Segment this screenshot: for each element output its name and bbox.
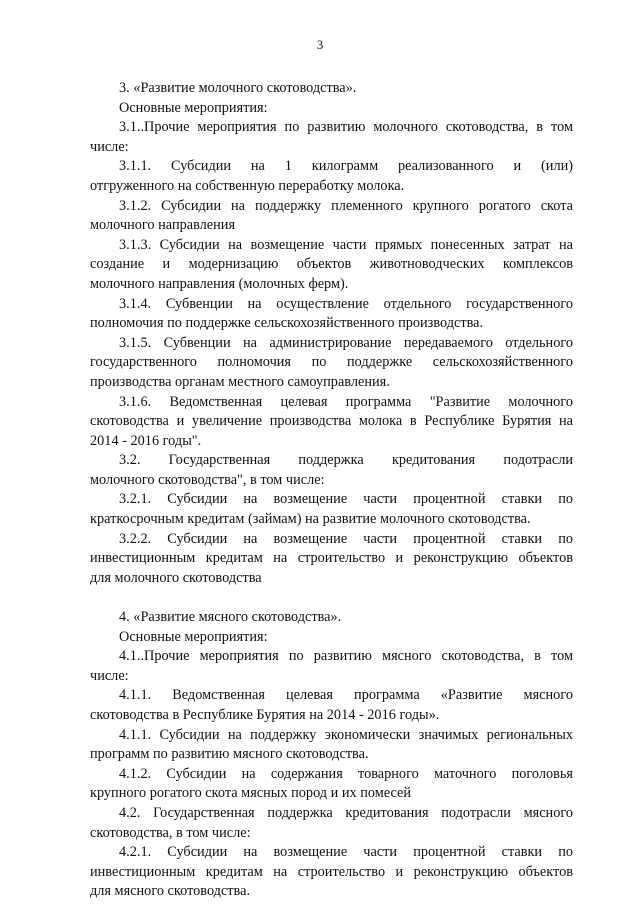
text-line: государственного полномочия по поддержке сельскохозяйственного: [90, 354, 573, 371]
text-line: числе:: [90, 138, 129, 155]
text-line: скотоводства и увеличение производства молока в Республике Бурятия на: [90, 413, 573, 430]
text-line: 4.2. Государственная поддержка кредитования подотрасли мясного: [119, 804, 573, 821]
text-line: 3.1.5. Субвенции на администрирование передаваемого отдельного: [119, 334, 573, 351]
text-line: 3.2.2. Субсидии на возмещение части процентной ставки по: [119, 530, 573, 547]
text-line: числе:: [90, 667, 129, 684]
text-line: инвестиционным кредитам на строительство и реконструкцию объектов: [90, 550, 573, 567]
text-line: 3.2.1. Субсидии на возмещение части процентной ставки по: [119, 491, 573, 508]
section-3-subheading: Основные мероприятия:: [119, 99, 268, 116]
text-line: молочного направления (молочных ферм).: [90, 275, 349, 292]
text-line: 4.1..Прочие мероприятия по развитию мясного скотоводства, в том: [119, 648, 573, 665]
section-4-lines: [90, 647, 573, 902]
text-line: 3.2. Государственная поддержка кредитования подотрасли: [119, 452, 573, 469]
text-line: скотоводства, в том числе:: [90, 824, 251, 841]
text-line: производства органам местного самоуправления.: [90, 373, 390, 390]
text-line: для молочного скотоводства: [90, 569, 262, 586]
text-line: 2014 - 2016 годы".: [90, 432, 202, 449]
text-line: отгруженного на собственную переработку молока.: [90, 177, 405, 194]
text-line: для мясного скотоводства.: [90, 883, 251, 900]
text-line: инвестиционным кредитам на строительство и реконструкцию объектов: [90, 863, 573, 880]
document-body: [90, 79, 573, 902]
text-line: краткосрочным кредитам (займам) на развитие молочного скотоводства.: [90, 511, 531, 528]
section-4-subheading: Основные мероприятия:: [119, 628, 268, 645]
text-line: скотоводства в Республике Бурятия на 2014 - 2016 годы».: [90, 707, 440, 723]
text-line: 3.1.2. Субсидии на поддержку племенного крупного рогатого скота: [119, 197, 573, 214]
text-line: молочного скотоводства", в том числе:: [90, 471, 325, 488]
text-line: 4.1.1. Субсидии на поддержку экономически значимых региональных: [119, 726, 573, 743]
text-line: полномочия по поддержке сельскохозяйственного производства.: [90, 315, 484, 332]
section-3-lines: [90, 118, 573, 588]
text-line: 4.1.1. Ведомственная целевая программа «Развитие мясного: [119, 687, 573, 704]
text-line: 3.1.4. Субвенции на осуществление отдельного государственного: [119, 295, 573, 312]
text-line: 3.1..Прочие мероприятия по развитию молочного скотоводства, в том: [119, 119, 573, 136]
text-line: 4.1.2. Субсидии на содержания товарного маточного поголовья: [119, 765, 573, 782]
text-line: 3.1.1. Субсидии на 1 килограмм реализованного и (или): [119, 158, 573, 175]
section-3-heading: 3. «Развитие молочного скотоводства».: [119, 80, 357, 96]
page-number: 3: [316, 37, 324, 52]
text-line: 3.1.6. Ведомственная целевая программа "Развитие молочного: [119, 393, 573, 410]
text-line: молочного направления: [90, 217, 236, 234]
text-line: программ по развитию мясного скотоводства.: [90, 746, 369, 763]
text-line: 3.1.3. Субсидии на возмещение части прямых понесенных затрат на: [119, 236, 573, 253]
section-4-heading: 4. «Развитие мясного скотоводства».: [119, 609, 342, 626]
text-line: создание и модернизацию объектов животноводческих комплексов: [90, 256, 573, 273]
section-gap: [90, 588, 573, 608]
text-line: 4.2.1. Субсидии на возмещение части процентной ставки по: [119, 844, 573, 861]
text-line: крупного рогатого скота мясных пород и их помесей: [90, 785, 412, 802]
